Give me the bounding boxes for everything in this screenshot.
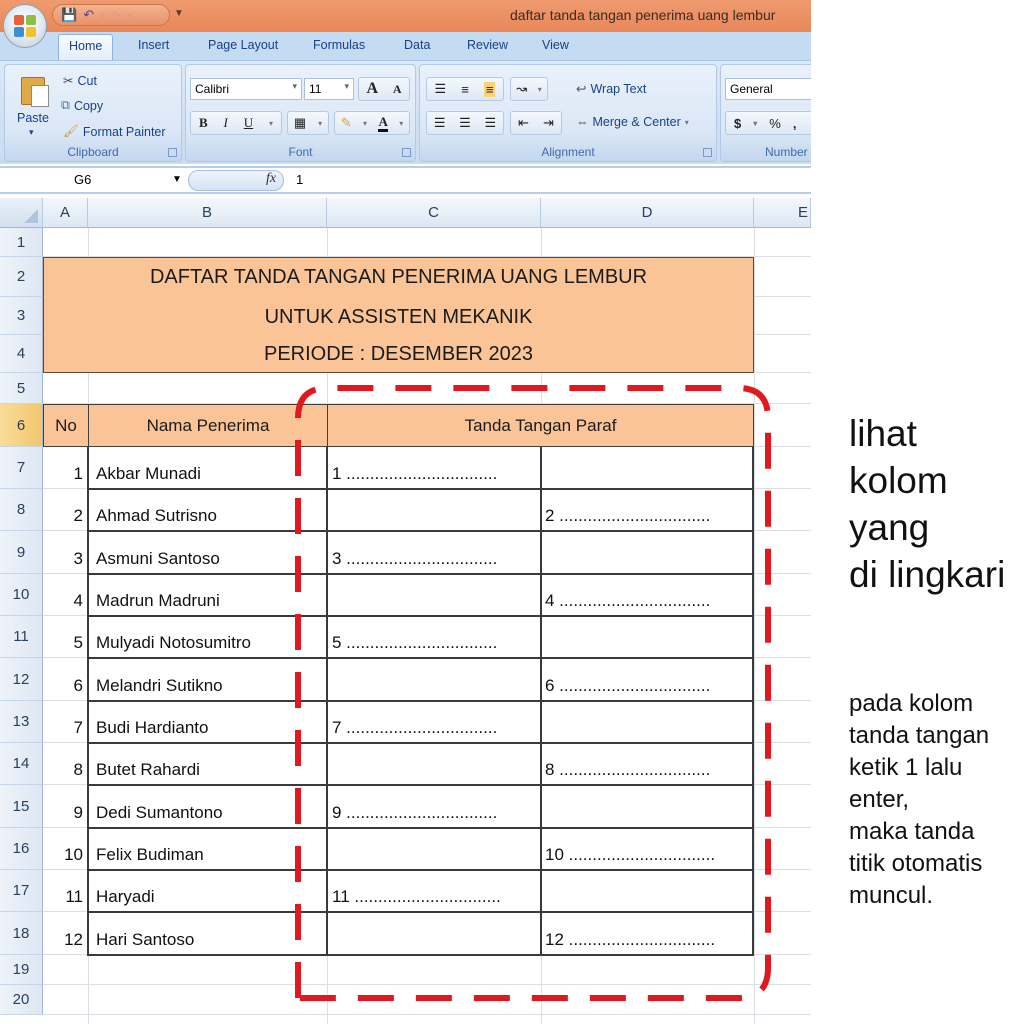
wrap-text-icon: ↩ xyxy=(576,82,587,96)
scissors-icon: ✂ xyxy=(63,74,74,88)
cell-no[interactable]: 10 xyxy=(64,845,83,864)
merge-center-label: Merge & Center xyxy=(592,115,681,129)
row-header-16[interactable]: 16 xyxy=(0,828,43,870)
cell-signature-d[interactable] xyxy=(545,701,751,743)
copy-button[interactable] xyxy=(61,98,103,113)
cell-signature-c[interactable]: 3 ................................ xyxy=(332,549,498,568)
grow-font-button[interactable]: A xyxy=(366,80,378,97)
currency-dropdown-icon[interactable]: ▾ xyxy=(753,118,758,128)
cell-no[interactable]: 2 xyxy=(73,506,83,525)
borders-button[interactable] xyxy=(287,111,329,135)
title-bar xyxy=(0,0,811,32)
cell-signature-d[interactable] xyxy=(545,785,751,828)
annotation-line: maka tanda xyxy=(849,818,975,845)
table-border xyxy=(540,447,542,956)
row-header-13[interactable]: 13 xyxy=(0,701,43,743)
report-title-line-3: PERIODE : DESEMBER 2023 xyxy=(264,343,533,365)
font-name-select[interactable] xyxy=(190,78,302,100)
cell-signature-d[interactable] xyxy=(545,616,751,658)
row-header-17[interactable]: 17 xyxy=(0,870,43,912)
merge-center-icon: ⇔ xyxy=(576,115,589,129)
row-header-2[interactable]: 2 xyxy=(0,257,43,297)
cell-signature-c[interactable] xyxy=(332,828,538,870)
row-header-19[interactable]: 19 xyxy=(0,955,43,985)
clipboard-dialog-launcher-icon[interactable] xyxy=(168,148,177,157)
fill-color-button[interactable]: ✎ xyxy=(340,115,352,130)
annotation-line: di lingkari xyxy=(849,554,1006,595)
alignment-dialog-launcher-icon[interactable] xyxy=(703,148,712,157)
annotation-line: pada kolom xyxy=(849,690,974,717)
cell-name[interactable]: Asmuni Santoso xyxy=(96,549,220,568)
annotation-line: yang xyxy=(849,507,930,548)
increase-indent-icon[interactable]: ⇥ xyxy=(543,115,554,130)
name-box[interactable]: G6 xyxy=(74,172,92,187)
format-painter-button[interactable] xyxy=(63,124,166,139)
header-nama-penerima[interactable]: Nama Penerima xyxy=(88,404,328,447)
clipboard-group-label: Clipboard xyxy=(67,145,119,159)
orientation-dropdown-icon: ▾ xyxy=(537,84,542,94)
row-header-6[interactable]: 6 xyxy=(0,404,43,447)
paste-icon[interactable] xyxy=(19,73,49,107)
chevron-down-icon: ▾ xyxy=(292,81,297,91)
cell-signature-d[interactable]: 10 ............................... xyxy=(545,845,716,864)
ribbon xyxy=(0,60,811,164)
italic-button[interactable]: I xyxy=(223,115,228,130)
cell-signature-d[interactable] xyxy=(545,870,751,912)
column-header-b[interactable]: B xyxy=(88,198,327,228)
horizontal-align-buttons xyxy=(426,111,504,135)
font-color-dropdown-icon[interactable]: ▾ xyxy=(399,118,404,128)
row-header-1[interactable]: 1 xyxy=(0,228,43,257)
row-header-4[interactable]: 4 xyxy=(0,335,43,373)
cell-signature-d[interactable] xyxy=(545,531,751,574)
number-format-select[interactable] xyxy=(725,78,811,100)
chevron-down-icon: ▾ xyxy=(344,81,349,91)
cell-signature-c[interactable] xyxy=(332,912,538,955)
wrap-text-label: Wrap Text xyxy=(590,81,647,96)
row-header-18[interactable]: 18 xyxy=(0,912,43,955)
indent-buttons xyxy=(510,111,562,135)
number-group xyxy=(720,64,811,162)
align-bottom-icon[interactable]: ≡ xyxy=(485,81,494,97)
percent-button[interactable]: % xyxy=(769,115,781,131)
row-header-9[interactable]: 9 xyxy=(0,531,43,574)
cell-name[interactable]: Budi Hardianto xyxy=(96,718,209,737)
office-button[interactable] xyxy=(3,4,47,48)
wrap-text-button[interactable] xyxy=(576,81,646,96)
row-header-5[interactable]: 5 xyxy=(0,373,43,404)
cell-signature-c[interactable]: 5 ................................ xyxy=(332,633,498,652)
paste-button[interactable]: Paste xyxy=(17,111,49,125)
cell-name[interactable]: Felix Budiman xyxy=(96,845,204,864)
tab-page-layout[interactable]: Page Layout xyxy=(208,38,279,52)
tab-view[interactable]: View xyxy=(542,38,569,52)
bold-button[interactable]: B xyxy=(198,115,208,130)
cell-signature-c[interactable] xyxy=(332,574,538,616)
tab-review[interactable]: Review xyxy=(467,38,508,52)
cut-button[interactable] xyxy=(63,73,97,88)
name-box-dropdown-icon[interactable]: ▼ xyxy=(172,174,182,185)
cell-no[interactable]: 7 xyxy=(73,718,83,737)
cell-no[interactable]: 8 xyxy=(73,760,83,779)
insert-function-button[interactable]: fx xyxy=(266,171,277,186)
font-dialog-launcher-icon[interactable] xyxy=(402,148,411,157)
report-title-line-2: UNTUK ASSISTEN MEKANIK xyxy=(264,306,533,328)
cell-signature-c[interactable]: 11 ............................... xyxy=(332,887,501,906)
cell-signature-c[interactable] xyxy=(332,743,538,785)
clipboard-group xyxy=(4,64,182,162)
cell-signature-d[interactable]: 4 ................................ xyxy=(545,591,711,610)
cell-name[interactable]: Melandri Sutikno xyxy=(96,676,223,695)
office-logo-icon xyxy=(14,15,36,37)
header-tanda-tangan-paraf[interactable]: Tanda Tangan Paraf xyxy=(327,404,754,447)
annotation-instructions xyxy=(849,688,989,912)
column-header-d[interactable]: D xyxy=(541,198,754,228)
cell-no[interactable]: 6 xyxy=(73,676,83,695)
column-header-c[interactable]: C xyxy=(327,198,541,228)
alignment-group-label: Alignment xyxy=(541,145,595,159)
formula-input[interactable]: 1 xyxy=(296,172,304,187)
orientation-button[interactable] xyxy=(510,77,548,101)
tab-home[interactable]: Home xyxy=(58,34,113,60)
borders-icon: ▦ xyxy=(293,115,307,130)
annotation-line: ketik 1 lalu xyxy=(849,754,963,781)
undo-dropdown-icon[interactable]: ▾ xyxy=(100,9,106,22)
cell-no[interactable]: 4 xyxy=(73,591,83,610)
align-middle-icon[interactable]: ≡ xyxy=(461,81,469,97)
undo-icon[interactable]: ↶ xyxy=(83,7,95,22)
annotation-line: tanda tangan xyxy=(849,722,990,749)
row-header-3[interactable]: 3 xyxy=(0,297,43,335)
gridline xyxy=(43,1014,811,1015)
cell-signature-d[interactable]: 6 ................................ xyxy=(545,676,711,695)
cell-no[interactable]: 9 xyxy=(73,803,83,822)
cell-signature-c[interactable]: 1 ................................ xyxy=(332,464,498,483)
tab-data[interactable]: Data xyxy=(404,38,431,52)
cell-name[interactable]: Akbar Munadi xyxy=(96,464,201,483)
annotation-line: muncul. xyxy=(849,882,934,909)
row-header-20[interactable]: 20 xyxy=(0,985,43,1015)
ribbon-tabs xyxy=(0,32,811,60)
number-buttons xyxy=(725,111,811,135)
alignment-group xyxy=(419,64,717,162)
cell-name[interactable]: Madrun Madruni xyxy=(96,591,220,610)
row-header-10[interactable]: 10 xyxy=(0,574,43,616)
annotation-line: lihat xyxy=(849,413,917,454)
table-border xyxy=(87,447,89,956)
font-group xyxy=(185,64,416,162)
formula-bar xyxy=(0,166,811,194)
cell-name[interactable]: Haryadi xyxy=(96,887,155,906)
redo-icon[interactable]: ↷ xyxy=(111,9,121,22)
underline-button[interactable]: U xyxy=(243,115,254,130)
decrease-indent-icon[interactable]: ⇤ xyxy=(518,115,529,130)
font-name-value: Calibri xyxy=(195,82,230,96)
report-title-line-1: DAFTAR TANDA TANGAN PENERIMA UANG LEMBUR xyxy=(149,266,648,288)
row-header-12[interactable]: 12 xyxy=(0,658,43,701)
font-size-buttons xyxy=(358,77,410,101)
gridline xyxy=(754,228,755,1024)
quick-access-toolbar xyxy=(52,4,170,26)
align-left-icon[interactable]: ☰ xyxy=(433,115,446,130)
align-top-icon[interactable]: ☰ xyxy=(434,81,447,96)
table-border xyxy=(88,954,754,956)
number-group-label: Number xyxy=(765,145,808,159)
merge-dropdown-icon: ▾ xyxy=(684,117,689,127)
font-color-button[interactable]: A xyxy=(378,115,387,132)
header-no[interactable]: No xyxy=(43,404,89,447)
font-size-select[interactable] xyxy=(304,78,354,100)
copy-label: Copy xyxy=(73,98,104,113)
borders-dropdown-icon: ▾ xyxy=(318,118,323,128)
annotation-line: kolom xyxy=(849,460,948,501)
underline-dropdown-icon[interactable]: ▾ xyxy=(269,118,274,128)
annotation-line: enter, xyxy=(849,786,910,813)
cell-name[interactable]: Dedi Sumantono xyxy=(96,803,223,822)
column-header-e[interactable]: E xyxy=(754,198,811,228)
cell-name[interactable]: Hari Santoso xyxy=(96,930,195,949)
currency-button[interactable]: $ xyxy=(734,115,742,131)
cell-name[interactable]: Butet Rahardi xyxy=(96,760,200,779)
row-header-14[interactable]: 14 xyxy=(0,743,43,785)
annotation-line: titik otomatis xyxy=(849,850,983,877)
row-header-15[interactable]: 15 xyxy=(0,785,43,828)
format-painter-label: Format Painter xyxy=(82,124,166,139)
cell-name[interactable]: Ahmad Sutrisno xyxy=(96,506,217,525)
color-buttons xyxy=(334,111,410,135)
vertical-align-buttons xyxy=(426,77,504,101)
cell-name[interactable]: Mulyadi Notosumitro xyxy=(96,633,251,652)
font-style-buttons xyxy=(190,111,282,135)
copy-icon: ⧉ xyxy=(61,98,70,112)
merge-center-button[interactable] xyxy=(576,115,689,129)
table-border xyxy=(752,447,754,956)
cell-signature-d[interactable] xyxy=(545,447,751,489)
cell-signature-c[interactable]: 7 ................................ xyxy=(332,718,498,737)
cell-no[interactable]: 1 xyxy=(73,464,83,483)
cell-signature-d[interactable]: 8 ................................ xyxy=(545,760,711,779)
align-right-icon[interactable]: ☰ xyxy=(484,115,497,130)
shrink-font-button[interactable]: A xyxy=(392,81,402,96)
fill-color-dropdown-icon[interactable]: ▾ xyxy=(363,118,368,128)
tab-formulas[interactable]: Formulas xyxy=(313,38,366,52)
window-title: daftar tanda tangan penerima uang lembur xyxy=(510,7,776,23)
gridline xyxy=(43,984,811,985)
column-header-a[interactable]: A xyxy=(43,198,88,228)
font-size-value: 11 xyxy=(309,82,322,96)
select-all-button[interactable] xyxy=(0,198,43,228)
redo-dropdown-icon[interactable]: ▾ xyxy=(126,9,133,22)
cell-no[interactable]: 3 xyxy=(73,549,83,568)
text-orientation-icon: ↝ xyxy=(516,81,528,96)
row-header-7[interactable]: 7 xyxy=(0,447,43,489)
comma-button[interactable]: , xyxy=(792,115,797,131)
annotation-heading xyxy=(849,410,1005,598)
cell-signature-c[interactable] xyxy=(332,489,538,531)
number-format-value: General xyxy=(730,82,773,96)
align-center-icon[interactable]: ☰ xyxy=(459,115,471,130)
cell-no[interactable]: 11 xyxy=(65,887,83,906)
cell-no[interactable]: 5 xyxy=(73,633,83,652)
paintbrush-icon: 🖌 xyxy=(63,124,79,138)
customize-qat-icon[interactable]: ▼ xyxy=(174,8,184,19)
cut-label: Cut xyxy=(77,73,97,88)
cell-signature-d[interactable]: 2 ................................ xyxy=(545,506,711,525)
report-title-block[interactable] xyxy=(43,257,754,373)
cell-signature-c[interactable]: 9 ................................ xyxy=(332,803,498,822)
save-icon[interactable]: 💾 xyxy=(61,7,78,22)
font-group-label: Font xyxy=(288,145,313,159)
cell-no[interactable]: 12 xyxy=(64,930,83,949)
row-header-11[interactable]: 11 xyxy=(0,616,43,658)
row-header-8[interactable]: 8 xyxy=(0,489,43,531)
tab-insert[interactable]: Insert xyxy=(138,38,170,52)
paste-dropdown-icon[interactable]: ▾ xyxy=(29,127,34,137)
cell-signature-d[interactable]: 12 ............................... xyxy=(545,930,716,949)
cell-signature-c[interactable] xyxy=(332,658,538,701)
table-border xyxy=(326,447,328,956)
